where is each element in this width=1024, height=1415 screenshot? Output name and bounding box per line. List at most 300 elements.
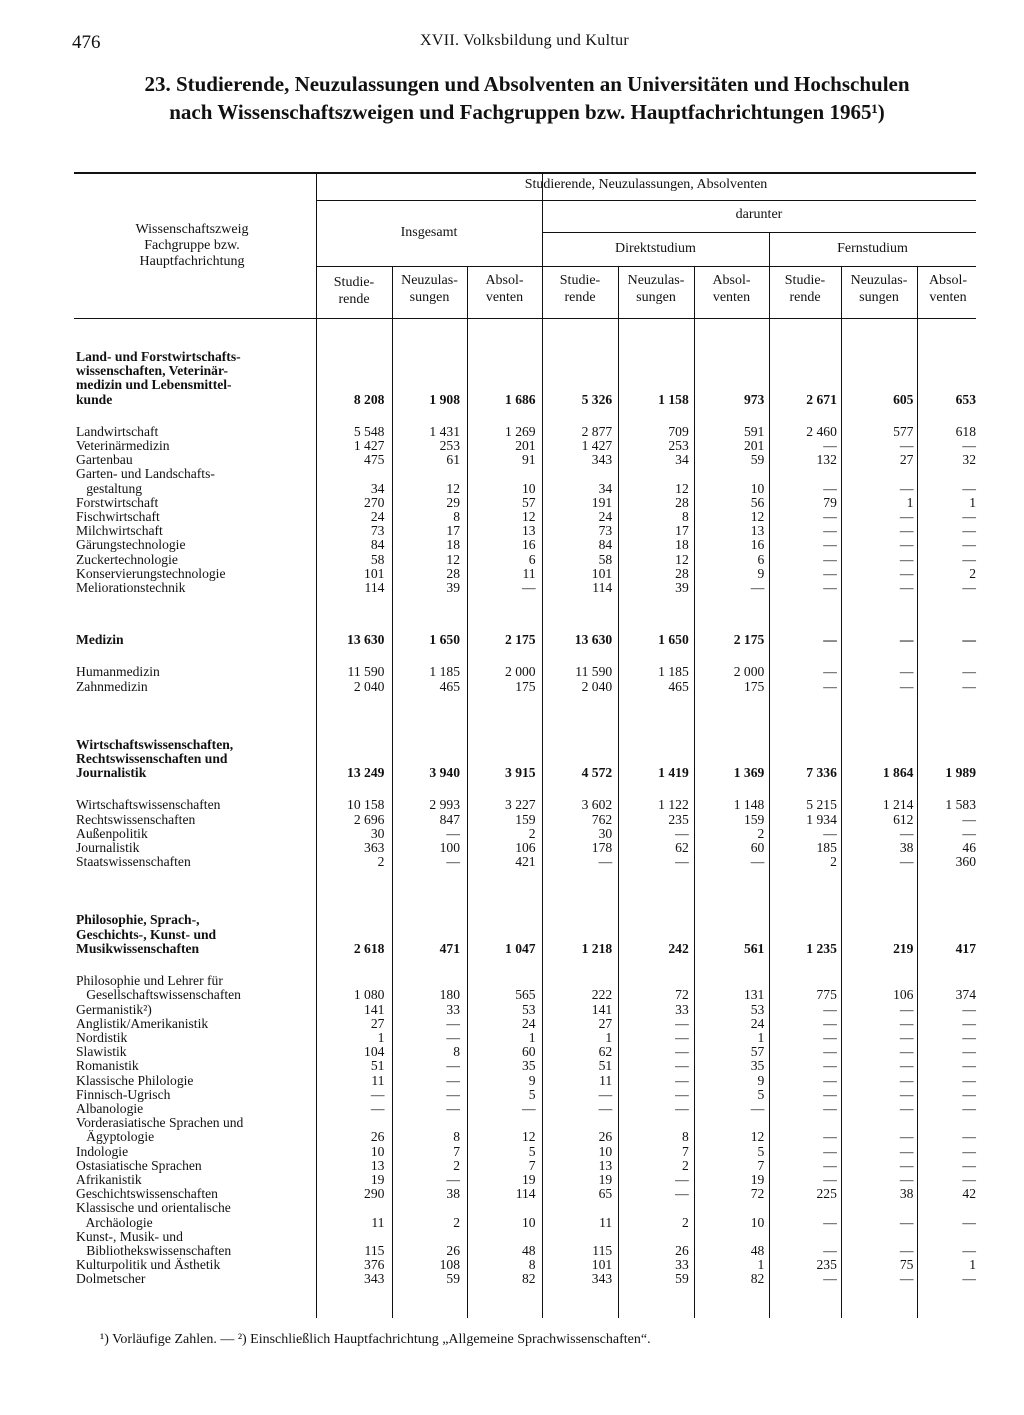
- cell-value: 376: [364, 1257, 385, 1273]
- row-label: Meliorationstechnik: [76, 581, 186, 596]
- cell-value: —: [962, 1029, 976, 1045]
- cell-value: —: [823, 1029, 837, 1045]
- cell-value: 12: [675, 480, 689, 496]
- table-row: [74, 1230, 986, 1244]
- row-label: Indologie: [76, 1144, 129, 1159]
- table-row: [74, 827, 986, 841]
- cell-value: 5 215: [806, 797, 837, 813]
- cell-value: —: [899, 1214, 914, 1230]
- cell-value: —: [823, 632, 837, 648]
- table-row: [74, 1031, 986, 1045]
- cell-value: 1 080: [353, 987, 385, 1003]
- cell-value: [470, 1116, 546, 1130]
- cell-value: 35: [750, 1058, 765, 1074]
- cell-value: —: [962, 1044, 976, 1060]
- cell-value: —: [370, 1100, 385, 1116]
- page-number: 476: [72, 32, 101, 53]
- cell-value: —: [962, 1129, 976, 1145]
- cell-value: 201: [515, 438, 536, 454]
- cell-value: 6: [528, 551, 536, 567]
- cell-value: [318, 1116, 395, 1130]
- table-row: [74, 1116, 986, 1130]
- cell-value: [318, 974, 395, 988]
- cell-value: —: [899, 551, 914, 567]
- cell-value: 8: [681, 509, 689, 525]
- cell-value: [622, 467, 699, 481]
- cell-value: 16: [522, 537, 536, 553]
- cell-value: —: [823, 1271, 837, 1287]
- cell-value: 131: [743, 987, 765, 1003]
- cell-value: 11: [599, 1072, 613, 1088]
- cell-value: 9: [757, 565, 765, 581]
- table-row: [74, 567, 986, 581]
- cell-value: 9: [757, 1072, 765, 1088]
- cell-value: [923, 1201, 986, 1215]
- row-label: Afrikanistik: [76, 1172, 142, 1187]
- cell-value: 1: [605, 1029, 613, 1045]
- table-row: [74, 1272, 986, 1286]
- cell-value: —: [446, 825, 461, 841]
- cell-value: 62: [598, 1044, 613, 1060]
- cell-value: 60: [750, 840, 765, 856]
- cell-value: 11 590: [575, 664, 613, 680]
- cell-value: [546, 467, 623, 481]
- cell-value: —: [446, 1100, 461, 1116]
- cell-value: 1: [757, 1029, 765, 1045]
- cell-value: 561: [743, 940, 765, 956]
- row-label: Garten- und Landschafts-: [76, 467, 215, 482]
- cell-value: 180: [439, 987, 461, 1003]
- col-header-absolventen: Absol- venten: [712, 273, 751, 305]
- cell-value: —: [446, 1086, 461, 1102]
- cell-value: —: [823, 664, 837, 680]
- table-row: [74, 1017, 986, 1031]
- cell-value: 2 618: [353, 940, 385, 956]
- cell-value: —: [750, 854, 765, 870]
- cell-value: 1 158: [658, 391, 689, 407]
- cell-value: 2: [830, 854, 837, 870]
- cell-value: 61: [446, 452, 461, 468]
- cell-value: 51: [370, 1058, 385, 1074]
- cell-value: 27: [370, 1015, 385, 1031]
- row-label: Vorderasiatische Sprachen und: [76, 1116, 244, 1131]
- cell-value: 2: [757, 825, 765, 841]
- cell-value: 847: [439, 811, 461, 827]
- cell-value: 159: [743, 811, 765, 827]
- cell-value: 618: [955, 423, 976, 439]
- cell-value: [774, 1230, 847, 1244]
- table-row: [74, 1244, 986, 1258]
- cell-value: 3 602: [581, 797, 613, 813]
- row-label: Wirtschaftswissenschaften, Rechtswissenschaften und Journalistik: [76, 737, 234, 781]
- cell-value: —: [598, 1100, 613, 1116]
- col-header-studierende: Studie- rende: [333, 275, 375, 307]
- cell-value: 114: [364, 580, 385, 596]
- cell-value: —: [962, 551, 976, 567]
- cell-value: 26: [370, 1129, 385, 1145]
- cell-value: 1 269: [505, 423, 536, 439]
- cell-value: 253: [668, 438, 689, 454]
- cell-value: 2: [377, 854, 385, 870]
- cell-value: 3 940: [429, 765, 461, 781]
- cell-value: 42: [962, 1186, 976, 1202]
- spacer-row: [74, 326, 986, 350]
- cell-value: 1 908: [429, 391, 461, 407]
- cell-value: 7: [681, 1143, 689, 1159]
- table-row: [74, 1145, 986, 1159]
- cell-value: 101: [591, 1257, 613, 1273]
- cell-value: —: [962, 678, 976, 694]
- cell-value: —: [823, 480, 837, 496]
- cell-value: 12: [446, 480, 461, 496]
- cell-value: 13: [750, 523, 765, 539]
- row-label: Landwirtschaft: [76, 424, 159, 439]
- cell-value: 242: [668, 940, 689, 956]
- cell-value: 2 040: [581, 678, 613, 694]
- cell-value: 363: [364, 840, 385, 856]
- table-row: [74, 1074, 986, 1088]
- cell-value: [546, 1201, 623, 1215]
- table-row: [74, 425, 986, 439]
- cell-value: —: [962, 1171, 976, 1187]
- cell-value: 191: [591, 494, 613, 510]
- cell-value: 13: [522, 523, 536, 539]
- cell-value: 114: [515, 1186, 536, 1202]
- cell-value: 5: [757, 1086, 765, 1102]
- cell-value: —: [899, 480, 914, 496]
- cell-value: 1 214: [882, 797, 914, 813]
- cell-value: —: [899, 678, 914, 694]
- cell-value: 8: [453, 1129, 461, 1145]
- cell-value: 28: [675, 565, 689, 581]
- table-row: [74, 988, 986, 1002]
- cell-value: 1 218: [581, 940, 613, 956]
- cell-value: [394, 1230, 470, 1244]
- cell-value: [847, 467, 924, 481]
- cell-value: —: [446, 854, 461, 870]
- row-label: Gesellschaftswissenschaften: [76, 988, 241, 1003]
- cell-value: —: [899, 1143, 914, 1159]
- cell-value: 8: [528, 1257, 536, 1273]
- footnote: ¹) Vorläufige Zahlen. — ²) Einschließlich Hauptfachrichtung „Allgemeine Sprachwissenschaften“.: [100, 1332, 651, 1347]
- cell-value: —: [823, 1214, 837, 1230]
- cell-value: 1 369: [733, 765, 765, 781]
- cell-value: 73: [370, 523, 385, 539]
- cell-value: 5 548: [353, 423, 385, 439]
- cell-value: [470, 1201, 546, 1215]
- cell-value: 565: [515, 987, 536, 1003]
- cell-value: 101: [591, 565, 613, 581]
- row-label: Klassische und orientalische: [76, 1201, 231, 1216]
- cell-value: 7: [453, 1143, 461, 1159]
- cell-value: 475: [364, 452, 385, 468]
- table-row: [74, 496, 986, 510]
- table-row: [74, 1258, 986, 1272]
- cell-value: 10 158: [347, 797, 385, 813]
- cell-value: —: [899, 1029, 914, 1045]
- cell-value: —: [962, 1242, 976, 1258]
- cell-value: —: [823, 565, 837, 581]
- cell-value: 132: [816, 452, 837, 468]
- cell-value: 374: [955, 987, 976, 1003]
- cell-value: —: [962, 1015, 976, 1031]
- cell-value: —: [675, 1029, 689, 1045]
- cell-value: 60: [522, 1044, 536, 1060]
- cell-value: —: [962, 664, 976, 680]
- cell-value: —: [962, 480, 976, 496]
- cell-value: [774, 974, 847, 988]
- table-row: [74, 482, 986, 496]
- cell-value: 2: [969, 565, 976, 581]
- table-row: [74, 665, 986, 679]
- cell-value: [923, 1116, 986, 1130]
- cell-value: 5: [528, 1086, 536, 1102]
- cell-value: —: [823, 825, 837, 841]
- cell-value: —: [899, 1100, 914, 1116]
- table-row: [74, 467, 986, 481]
- cell-value: 343: [591, 452, 613, 468]
- cell-value: 11 590: [347, 664, 385, 680]
- cell-value: 1 934: [806, 811, 837, 827]
- cell-value: —: [899, 523, 914, 539]
- cell-value: —: [899, 1058, 914, 1074]
- cell-value: 2 175: [505, 632, 536, 648]
- table-row: [74, 538, 986, 552]
- table-row: [74, 453, 986, 467]
- cell-value: —: [675, 825, 689, 841]
- row-label: Archäologie: [76, 1215, 153, 1230]
- cell-value: 17: [446, 523, 461, 539]
- cell-value: 591: [743, 423, 765, 439]
- cell-value: —: [675, 1086, 689, 1102]
- cell-value: 84: [370, 537, 385, 553]
- cell-value: —: [823, 438, 837, 454]
- cell-value: 175: [515, 678, 536, 694]
- cell-value: —: [899, 1001, 914, 1017]
- cell-value: [622, 974, 699, 988]
- cell-value: 84: [598, 537, 613, 553]
- cell-value: —: [962, 523, 976, 539]
- cell-value: —: [899, 1044, 914, 1060]
- cell-value: 16: [750, 537, 765, 553]
- cell-value: —: [962, 1086, 976, 1102]
- row-label: Klassische Philologie: [76, 1073, 194, 1088]
- table-row: [74, 680, 986, 694]
- cell-value: 59: [446, 1271, 461, 1287]
- cell-value: —: [446, 1015, 461, 1031]
- cell-value: 24: [598, 509, 613, 525]
- table-row: [74, 1159, 986, 1173]
- cell-value: 12: [675, 551, 689, 567]
- cell-value: 11: [371, 1072, 385, 1088]
- spacer-row: [74, 869, 986, 913]
- table-row: [74, 1045, 986, 1059]
- cell-value: —: [675, 1044, 689, 1060]
- cell-value: 1 686: [505, 391, 536, 407]
- spacer-row: [74, 694, 986, 738]
- cell-value: [699, 1116, 775, 1130]
- cell-value: —: [962, 580, 976, 596]
- table-row: [74, 798, 986, 812]
- cell-value: [394, 1201, 470, 1215]
- cell-value: 62: [675, 840, 689, 856]
- cell-value: —: [962, 1100, 976, 1116]
- cell-value: 2 175: [733, 632, 765, 648]
- table-top-rule: [74, 172, 976, 174]
- cell-value: 2: [528, 825, 536, 841]
- col-header-studierende: Studie- rende: [559, 273, 601, 305]
- cell-value: [923, 467, 986, 481]
- table-row: [74, 439, 986, 453]
- cell-value: 1: [969, 494, 976, 510]
- cell-value: [774, 1116, 847, 1130]
- cell-value: 12: [446, 551, 461, 567]
- running-head: XVII. Volksbildung und Kultur: [420, 32, 630, 49]
- cell-value: [699, 1230, 775, 1244]
- table-row: [74, 1102, 986, 1116]
- table-row: [74, 855, 986, 869]
- cell-value: 417: [955, 940, 976, 956]
- cell-value: 38: [446, 1186, 461, 1202]
- cell-value: 13 249: [347, 765, 385, 781]
- cell-value: 1 148: [733, 797, 765, 813]
- cell-value: 73: [598, 523, 613, 539]
- cell-value: 51: [598, 1058, 613, 1074]
- cell-value: 7: [757, 1157, 765, 1173]
- cell-value: 17: [675, 523, 689, 539]
- cell-value: —: [899, 565, 914, 581]
- cell-value: —: [446, 1171, 461, 1187]
- cell-value: —: [750, 580, 765, 596]
- cell-value: —: [675, 1015, 689, 1031]
- cell-value: —: [899, 825, 914, 841]
- cell-value: —: [598, 1086, 613, 1102]
- row-label: Dolmetscher: [76, 1272, 146, 1287]
- row-label: Kunst-, Musik- und: [76, 1229, 183, 1244]
- table-row: [74, 1187, 986, 1201]
- cell-value: 1 583: [945, 797, 976, 813]
- cell-value: 8: [453, 1044, 461, 1060]
- row-label: Albanologie: [76, 1101, 144, 1116]
- row-label: Nordistik: [76, 1030, 128, 1045]
- cell-value: —: [962, 509, 976, 525]
- cell-value: 11: [522, 565, 536, 581]
- row-label: Milchwirtschaft: [76, 524, 163, 539]
- cell-value: 79: [823, 494, 837, 510]
- cell-value: 39: [446, 580, 461, 596]
- cell-value: 6: [757, 551, 765, 567]
- cell-value: 1: [528, 1029, 536, 1045]
- cell-value: —: [675, 854, 689, 870]
- cell-value: [847, 1201, 924, 1215]
- cell-value: 1: [377, 1029, 385, 1045]
- cell-value: —: [823, 1242, 837, 1258]
- cell-value: 101: [364, 565, 385, 581]
- table-row: [74, 1216, 986, 1230]
- statistics-table: [74, 326, 986, 1287]
- cell-value: —: [823, 678, 837, 694]
- cell-value: 13: [598, 1157, 613, 1173]
- cell-value: [622, 1201, 699, 1215]
- cell-value: 19: [598, 1171, 613, 1187]
- cell-value: 343: [364, 1271, 385, 1287]
- cell-value: —: [823, 551, 837, 567]
- cell-value: 605: [893, 391, 914, 407]
- table-row: [74, 974, 986, 988]
- cell-value: 12: [522, 509, 536, 525]
- cell-value: 18: [446, 537, 461, 553]
- cell-value: 26: [598, 1129, 613, 1145]
- spacer-row: [74, 595, 986, 633]
- cell-value: 5: [757, 1143, 765, 1159]
- cell-value: 2 040: [353, 678, 385, 694]
- cell-value: 253: [439, 438, 461, 454]
- header-direktstudium: Direktstudium: [615, 241, 696, 256]
- cell-value: 33: [675, 1001, 689, 1017]
- cell-value: 29: [446, 494, 461, 510]
- cell-value: 1 122: [658, 797, 689, 813]
- cell-value: 235: [816, 1257, 837, 1273]
- cell-value: 104: [364, 1044, 385, 1060]
- cell-value: 141: [591, 1001, 613, 1017]
- cell-value: 91: [522, 452, 536, 468]
- cell-value: 1 431: [429, 423, 461, 439]
- cell-value: 1 864: [882, 765, 914, 781]
- row-label: Gartenbau: [76, 453, 133, 468]
- cell-value: —: [823, 1044, 837, 1060]
- table-row: [74, 581, 986, 595]
- cell-value: 34: [370, 480, 385, 496]
- row-label: Forstwirtschaft: [76, 495, 159, 510]
- cell-value: 19: [522, 1171, 536, 1187]
- cell-value: 26: [675, 1242, 689, 1258]
- cell-value: 30: [370, 825, 385, 841]
- cell-value: 12: [522, 1129, 536, 1145]
- table-title-line-2: nach Wissenschaftszweigen und Fachgruppen bzw. Hauptfachrichtungen 1965¹): [169, 100, 885, 124]
- row-label: Bibliothekswissenschaften: [76, 1243, 232, 1258]
- cell-value: —: [823, 1129, 837, 1145]
- row-label: Außenpolitik: [76, 826, 148, 841]
- row-label: Philosophie und Lehrer für: [76, 974, 223, 989]
- cell-value: —: [823, 1072, 837, 1088]
- cell-value: 75: [899, 1257, 914, 1273]
- row-label: Zahnmedizin: [76, 679, 148, 694]
- cell-value: [699, 1201, 775, 1215]
- cell-value: 9: [528, 1072, 536, 1088]
- cell-value: —: [962, 1143, 976, 1159]
- cell-value: 28: [446, 565, 461, 581]
- cell-value: 27: [598, 1015, 613, 1031]
- cell-value: —: [446, 1029, 461, 1045]
- cell-value: 27: [899, 452, 914, 468]
- cell-value: 13: [370, 1157, 385, 1173]
- cell-value: 1 989: [945, 765, 976, 781]
- group-row: [74, 913, 986, 956]
- cell-value: —: [675, 1171, 689, 1187]
- cell-value: —: [962, 1157, 976, 1173]
- cell-value: 159: [515, 811, 536, 827]
- cell-value: 72: [675, 987, 689, 1003]
- cell-value: 48: [750, 1242, 765, 1258]
- cell-value: 11: [371, 1214, 385, 1230]
- row-label: Medizin: [76, 633, 124, 648]
- row-label: Veterinärmedizin: [76, 439, 170, 454]
- cell-value: 58: [598, 551, 613, 567]
- cell-value: —: [962, 537, 976, 553]
- cell-value: —: [962, 1214, 976, 1230]
- cell-value: 10: [750, 1214, 765, 1230]
- cell-value: —: [899, 1271, 914, 1287]
